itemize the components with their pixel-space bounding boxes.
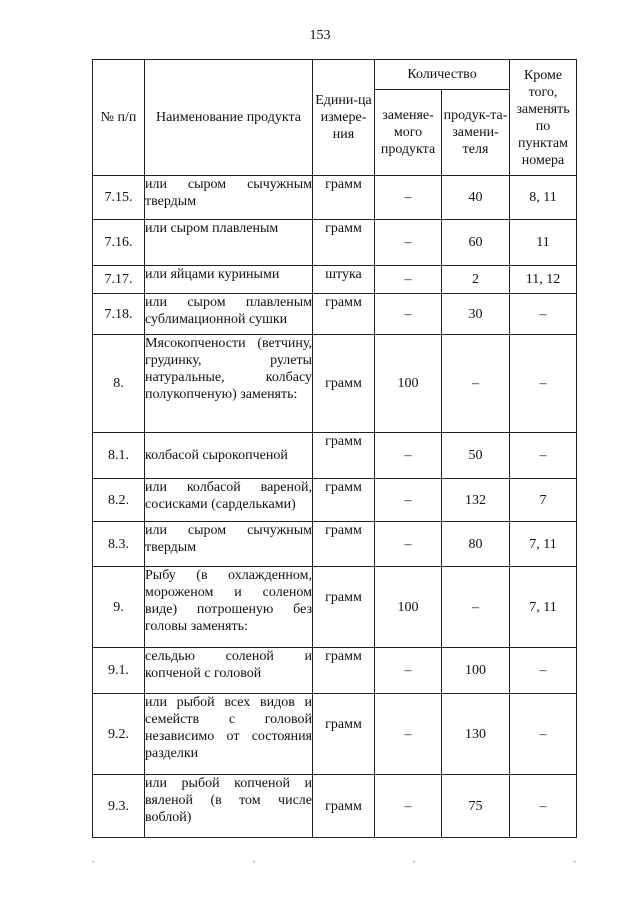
product-name: или рыбой всех видов и семейств с головой независимо от состояния разделки <box>145 694 313 775</box>
row-number: 8.2. <box>93 479 145 522</box>
row-number: 7.16. <box>93 220 145 266</box>
header-replaced-product: заменяе-мого продукта <box>375 90 442 176</box>
row-number: 8.3. <box>93 522 145 567</box>
extra-items: 11 <box>510 220 577 266</box>
table-row <box>93 522 577 567</box>
unit: грамм <box>313 294 375 335</box>
unit: грамм <box>313 567 375 648</box>
replacement-quantity: – <box>442 567 510 648</box>
replaced-quantity: – <box>375 775 442 838</box>
row-number: 9.2. <box>93 694 145 775</box>
extra-items: 7, 11 <box>510 522 577 567</box>
unit: грамм <box>313 522 375 567</box>
replacement-quantity: 80 <box>442 522 510 567</box>
header-quantity: Количество <box>375 60 510 90</box>
extra-items: – <box>510 775 577 838</box>
replaced-quantity: – <box>375 176 442 220</box>
extra-items: – <box>510 294 577 335</box>
product-name: или рыбой копченой и вяленой (в том числе воблой) <box>145 775 313 838</box>
table-row <box>93 648 577 694</box>
header-product-name: Наименование продукта <box>145 60 313 176</box>
product-name: или яйцами куриными <box>145 266 313 294</box>
product-name: или сыром сычужным твердым <box>145 176 313 220</box>
extra-items: 7 <box>510 479 577 522</box>
table-row <box>93 775 577 838</box>
replaced-quantity: – <box>375 648 442 694</box>
product-name: Рыбу (в охлажденном, мороженом и соленом виде) потрошеную без головы заменять: <box>145 567 313 648</box>
replaced-quantity: – <box>375 694 442 775</box>
row-number: 7.18. <box>93 294 145 335</box>
replaced-quantity: 100 <box>375 567 442 648</box>
product-name: или колбасой вареной, сосисками (сардельками) <box>145 479 313 522</box>
extra-items: – <box>510 433 577 479</box>
row-number: 7.15. <box>93 176 145 220</box>
unit: грамм <box>313 694 375 775</box>
replacement-quantity: – <box>442 335 510 433</box>
replacement-quantity: 50 <box>442 433 510 479</box>
table-row <box>93 220 577 266</box>
product-name: Мясокопчености (ветчину, грудинку, рулеты натуральные, колбасу полукопченую) заменять: <box>145 335 313 433</box>
unit: грамм <box>313 648 375 694</box>
table-row <box>93 335 577 433</box>
replacement-quantity: 60 <box>442 220 510 266</box>
extra-items: – <box>510 694 577 775</box>
replacement-quantity: 30 <box>442 294 510 335</box>
table-row <box>93 433 577 479</box>
product-name: или сыром плавленым сублимационной сушки <box>145 294 313 335</box>
row-number: 9. <box>93 567 145 648</box>
replacement-quantity: 132 <box>442 479 510 522</box>
row-number: 9.1. <box>93 648 145 694</box>
extra-items: 7, 11 <box>510 567 577 648</box>
replaced-quantity: 100 <box>375 335 442 433</box>
row-number: 8. <box>93 335 145 433</box>
table-row <box>93 479 577 522</box>
header-replacement-product: продук-та-замени-теля <box>442 90 510 176</box>
extra-items: – <box>510 648 577 694</box>
product-name: или сыром сычужным твердым <box>145 522 313 567</box>
replaced-quantity: – <box>375 479 442 522</box>
replaced-quantity: – <box>375 433 442 479</box>
extra-items: – <box>510 335 577 433</box>
product-replacement-table <box>92 59 577 838</box>
replaced-quantity: – <box>375 294 442 335</box>
product-name: колбасой сырокопченой <box>145 433 313 479</box>
table-row <box>93 176 577 220</box>
replacement-quantity: 100 <box>442 648 510 694</box>
replaced-quantity: – <box>375 220 442 266</box>
replaced-quantity: – <box>375 522 442 567</box>
unit: грамм <box>313 775 375 838</box>
replacement-quantity: 2 <box>442 266 510 294</box>
row-number: 8.1. <box>93 433 145 479</box>
header-num: № п/п <box>93 60 145 176</box>
header-unit: Едини-ца измере-ния <box>313 60 375 176</box>
table-row <box>93 294 577 335</box>
product-name: сельдью соленой и копченой с головой <box>145 648 313 694</box>
unit: грамм <box>313 479 375 522</box>
scan-artifact-dashes: - - - - <box>92 856 576 866</box>
unit: грамм <box>313 176 375 220</box>
unit: грамм <box>313 220 375 266</box>
product-name: или сыром плавленым <box>145 220 313 266</box>
table-row <box>93 266 577 294</box>
table-row <box>93 567 577 648</box>
header-extra-items: Кроме того, заменять по пунктам номера <box>510 60 577 176</box>
extra-items: 11, 12 <box>510 266 577 294</box>
extra-items: 8, 11 <box>510 176 577 220</box>
replacement-quantity: 130 <box>442 694 510 775</box>
replaced-quantity: – <box>375 266 442 294</box>
table-row <box>93 694 577 775</box>
page-number: 153 <box>309 28 331 43</box>
replacement-quantity: 75 <box>442 775 510 838</box>
unit: грамм <box>313 335 375 433</box>
unit: грамм <box>313 433 375 479</box>
row-number: 9.3. <box>93 775 145 838</box>
unit: штука <box>313 266 375 294</box>
replacement-quantity: 40 <box>442 176 510 220</box>
row-number: 7.17. <box>93 266 145 294</box>
